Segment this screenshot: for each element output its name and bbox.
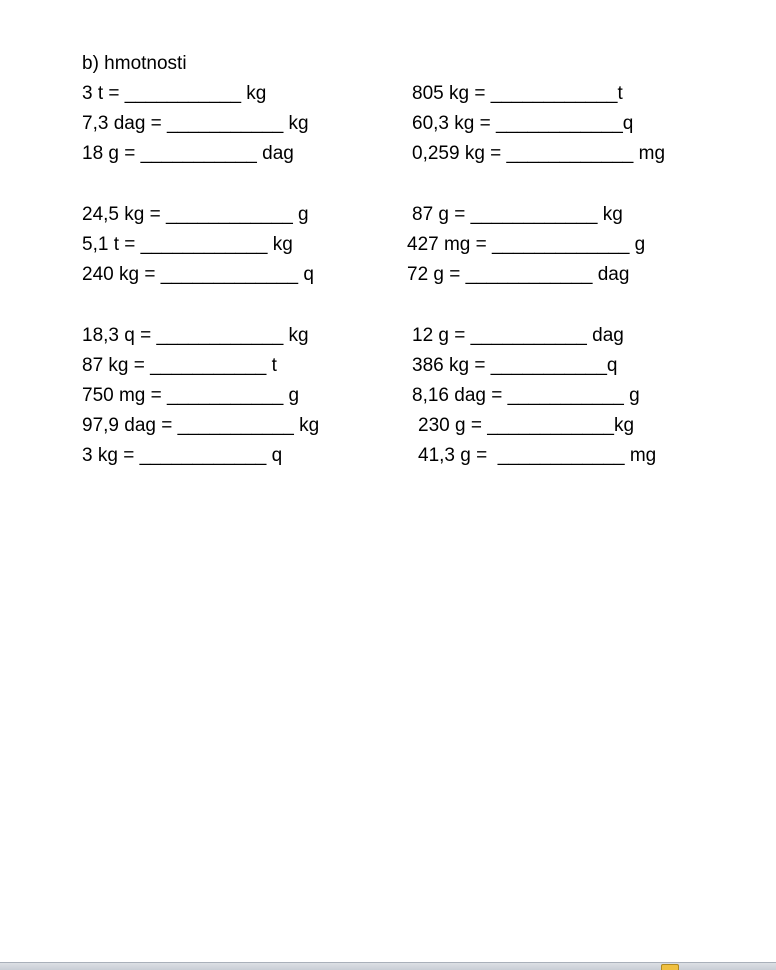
exercise-right-1: 805 kg = ____________t bbox=[412, 83, 623, 104]
exercise-right-8: 386 kg = ___________q bbox=[412, 355, 618, 376]
status-indicator-icon[interactable] bbox=[661, 964, 679, 970]
exercise-right-5: 427 mg = _____________ g bbox=[407, 234, 646, 255]
exercise-left-10: 97,9 dag = ___________ kg bbox=[82, 415, 320, 436]
exercise-left-11: 3 kg = ____________ q bbox=[82, 445, 283, 466]
exercise-left-2: 7,3 dag = ___________ kg bbox=[82, 113, 309, 134]
exercise-left-8: 87 kg = ___________ t bbox=[82, 355, 277, 376]
exercise-right-2: 60,3 kg = ____________q bbox=[412, 113, 634, 134]
exercise-left-7: 18,3 q = ____________ kg bbox=[82, 325, 309, 346]
exercise-right-4: 87 g = ____________ kg bbox=[412, 204, 623, 225]
exercise-left-1: 3 t = ___________ kg bbox=[82, 83, 267, 104]
exercise-right-6: 72 g = ____________ dag bbox=[407, 264, 630, 285]
exercise-left-9: 750 mg = ___________ g bbox=[82, 385, 300, 406]
exercise-right-9: 8,16 dag = ___________ g bbox=[412, 385, 640, 406]
exercise-left-3: 18 g = ___________ dag bbox=[82, 143, 294, 164]
exercise-left-5: 5,1 t = ____________ kg bbox=[82, 234, 293, 255]
exercise-right-11: 41,3 g = ____________ mg bbox=[418, 445, 657, 466]
exercise-left-4: 24,5 kg = ____________ g bbox=[82, 204, 309, 225]
exercise-left-6: 240 kg = _____________ q bbox=[82, 264, 314, 285]
exercise-right-10: 230 g = ____________kg bbox=[418, 415, 635, 436]
exercise-right-3: 0,259 kg = ____________ mg bbox=[412, 143, 666, 164]
section-heading: b) hmotnosti bbox=[82, 53, 187, 74]
exercise-right-7: 12 g = ___________ dag bbox=[412, 325, 624, 346]
